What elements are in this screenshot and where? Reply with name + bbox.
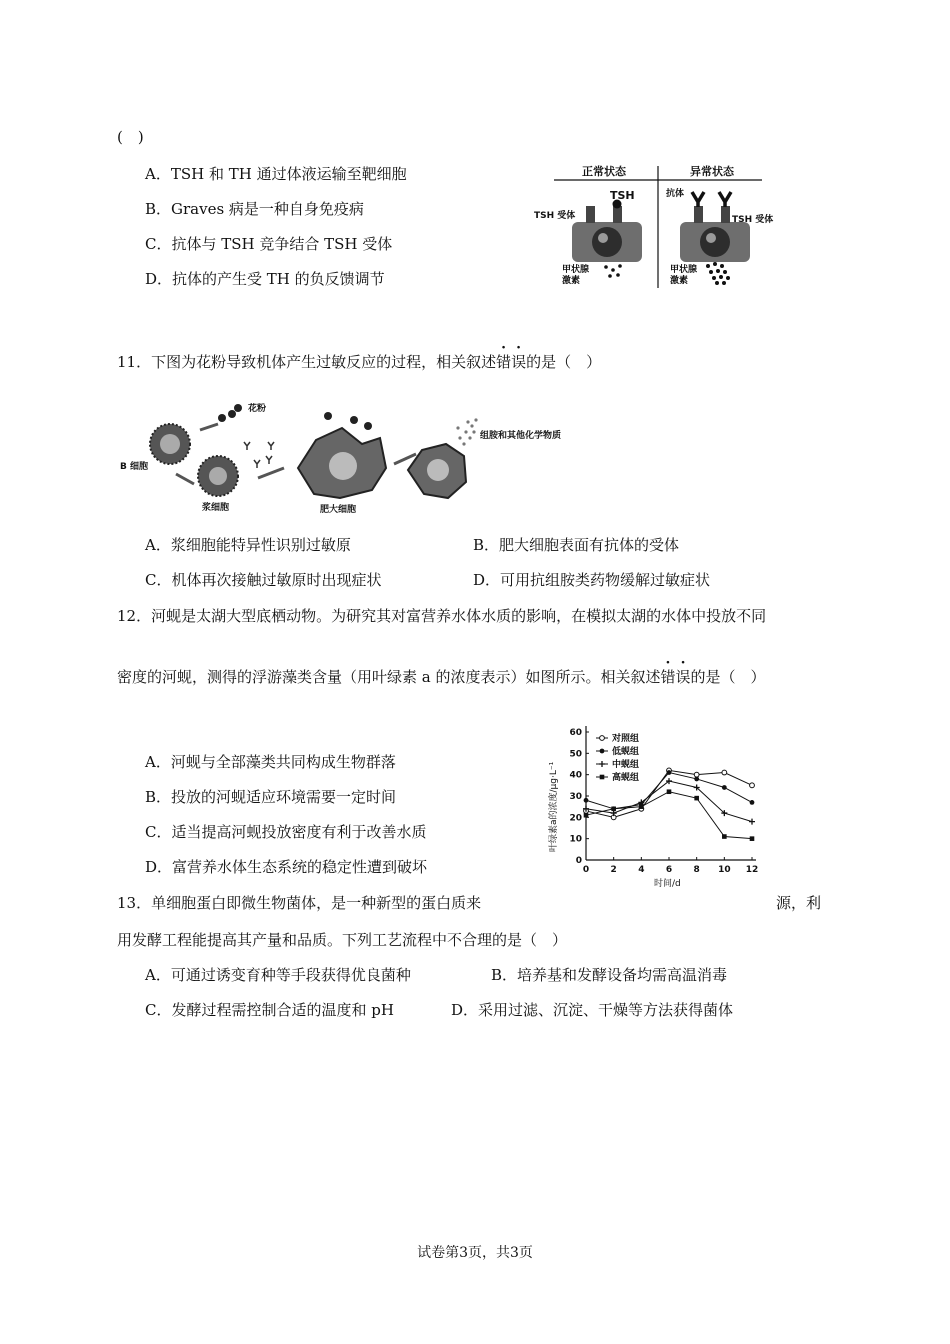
data-point [722,770,727,775]
y-tick-label: 20 [569,813,582,824]
data-point [667,770,672,775]
q12-option-c: C．适当提高河蚬投放密度有利于改善水质 [145,823,427,841]
q11-option-a: A．浆细胞能特异性识别过敏原 [145,536,351,554]
x-tick-label: 12 [745,865,759,875]
data-point [694,777,699,782]
y-tick-label: 60 [569,728,582,738]
data-point [694,796,699,801]
b-cell-label: B 细胞 [120,462,148,472]
page-footer: 试卷第3页，共3页 [417,1245,533,1261]
tsh-receptor-label-left: TSH 受体 [534,211,576,221]
plasma-cell-label: 浆细胞 [202,503,230,513]
tsh-receptor-left-1 [586,206,595,223]
q12-option-d: D．富营养水体生态系统的稳定性遭到破坏 [145,858,428,876]
x-tick-label: 6 [665,865,673,875]
histamine-label: 组胺和其他化学物质 [480,431,562,441]
data-point [749,819,755,825]
hormone-label-right-2: 激素 [670,276,689,286]
data-point [600,749,605,754]
data-point [694,772,699,777]
y-tick-label: 30 [569,792,582,802]
q13-option-b: B．培养基和发酵设备均需高温消毒 [491,966,728,984]
data-point [722,785,727,790]
q11-option-c: C．机体再次接触过敏原时出现症状 [145,571,382,589]
emphasis-char: 误 [511,353,527,371]
q12-option-a: A．河蚬与全部藻类共同构成生物群落 [145,753,396,771]
allergy-figure [118,398,598,518]
thyroid-figure [530,160,774,290]
data-point [599,761,605,767]
legend-label: 高蚬组 [612,773,640,783]
q13-option-a: A．可通过诱变育种等手段获得优良菌种 [145,966,411,984]
y-tick-label: 0 [575,856,582,866]
q10-option-c: C．抗体与 TSH 竞争结合 TSH 受体 [145,235,393,253]
hormone-label-left-2: 激素 [562,276,581,286]
legend-label: 对照组 [612,734,640,744]
y-tick-label: 10 [569,834,582,845]
antibodies [244,442,274,468]
y-tick-label: 40 [569,770,582,781]
tsh-label: TSH [610,189,635,202]
data-point [667,789,672,794]
abnormal-state-label: 异常状态 [690,165,734,178]
q13-stem-line1-right: 源，利 [776,894,822,912]
pollen-label: 花粉 [248,404,267,414]
emphasis-char: 错 [660,668,676,686]
data-point [750,800,755,805]
hormone-dots-left [604,264,622,278]
x-tick-label: 4 [638,865,645,875]
q10-option-b: B．Graves 病是一种自身免疫病 [145,200,364,218]
normal-state-label: 正常状态 [582,165,626,178]
data-point [584,798,589,803]
q10-paren: ( ) [117,128,144,146]
pollen-grains [218,404,242,422]
data-point [584,813,589,818]
q12-stem-line2: 密度的河蚬，测得的浮游藻类含量（用叶绿素 a 的浓度表示）如图所示。相关叙述错误的是（ ） [117,668,766,686]
data-point [611,807,616,812]
emphasis-char: 误 [675,668,691,686]
histamine-granules [456,418,477,445]
chlorophyll-chart [540,720,765,890]
data-point [600,736,605,741]
q10-option-d: D．抗体的产生受 TH 的负反馈调节 [145,270,385,288]
series-line [586,781,752,822]
tsh-receptor-left-2 [613,206,622,223]
antibody-shape-2 [719,192,731,207]
q13-option-c: C．发酵过程需控制合适的温度和 pH [145,1001,394,1019]
hormone-label-right-1: 甲状腺 [670,265,698,275]
q13-stem-line2: 用发酵工程能提高其产量和品质。下列工艺流程中不合理的是（ ） [117,931,568,949]
x-tick-label: 2 [610,865,617,875]
chart-xlabel: 时间/d [654,879,681,889]
y-tick-label: 50 [569,749,582,760]
antibody-label: 抗体 [666,189,685,199]
mast-cell-label: 肥大细胞 [320,505,357,515]
data-point [750,783,755,788]
legend-label: 中蚬组 [612,760,640,770]
legend-label: 低蚬组 [612,747,640,757]
data-point [750,836,755,841]
x-tick-label: 10 [718,865,731,875]
q11-stem: 11．下图为花粉导致机体产生过敏反应的过程，相关叙述错误的是（ ） [117,353,602,371]
q12-stem-line1: 12．河蚬是太湖大型底栖动物。为研究其对富营养水体水质的影响，在模拟太湖的水体中投放不同 [117,607,767,625]
data-point [722,834,727,839]
q11-option-b: B．肥大细胞表面有抗体的受体 [473,536,680,554]
q11-option-d: D．可用抗组胺类药物缓解过敏症状 [473,571,711,589]
q13-stem-line1-left: 13．单细胞蛋白即微生物菌体，是一种新型的蛋白质来 [117,894,482,912]
tsh-receptor-label-right: TSH 受体 [732,215,774,225]
hormone-label-left-1: 甲状腺 [562,265,590,275]
x-tick-label: 0 [582,865,590,875]
x-tick-label: 8 [693,865,700,875]
q13-option-d: D．采用过滤、沉淀、干燥等方法获得菌体 [451,1001,734,1019]
series-line [586,792,752,839]
data-point [639,804,644,809]
chart-ylabel: 叶绿素a的浓度/μg·L⁻¹ [549,761,559,852]
q10-option-a: A．TSH 和 TH 通过体液运输至靶细胞 [145,165,407,183]
emphasis-char: 错 [496,353,512,371]
data-point [600,775,605,780]
q12-option-b: B．投放的河蚬适应环境需要一定时间 [145,788,397,806]
hormone-dots-right [706,262,730,285]
antibody-shape-1 [692,192,704,207]
